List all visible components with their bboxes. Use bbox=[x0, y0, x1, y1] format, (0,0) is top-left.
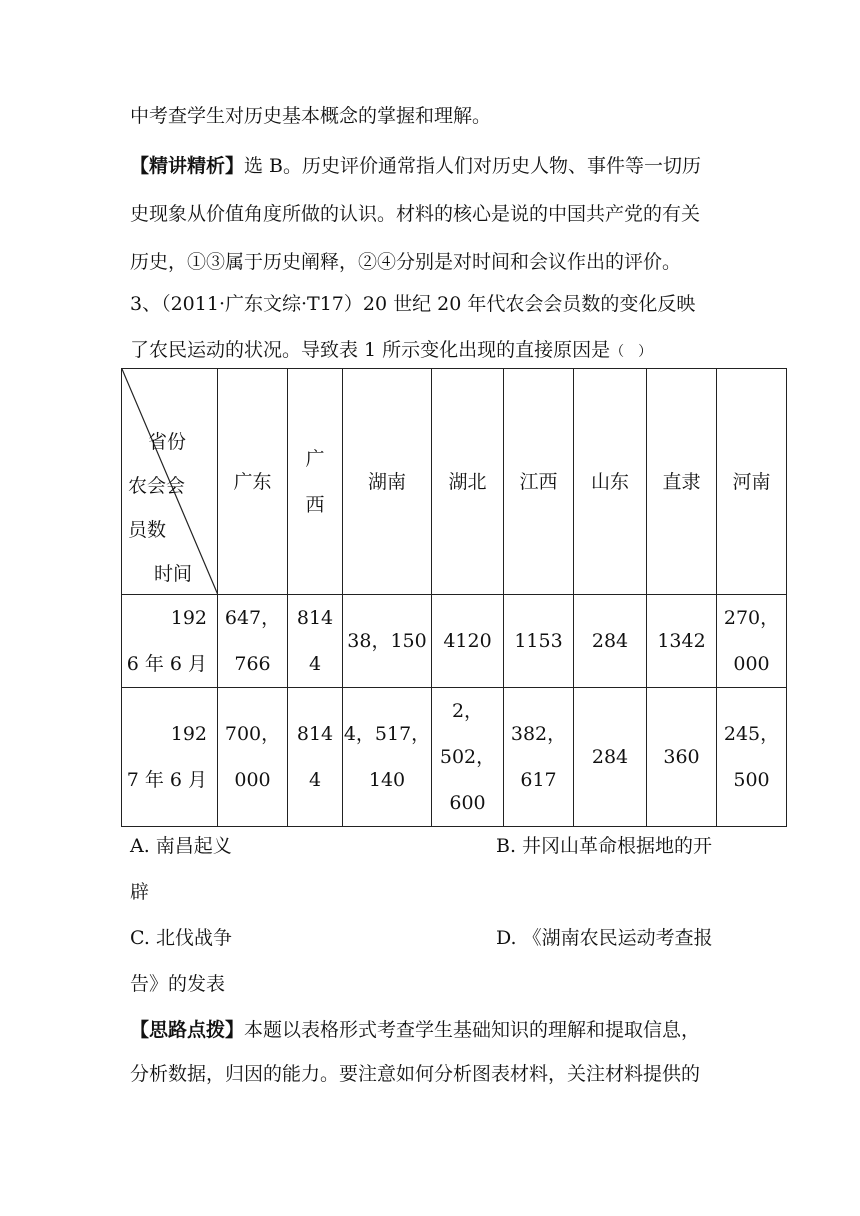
question-text: 了农民运动的状况。导致表 1 所示变化出现的直接原因是 bbox=[130, 339, 611, 361]
col-header-shandong: 山东 bbox=[574, 369, 647, 595]
cell-1927-guangxi: 814 4 bbox=[288, 688, 343, 827]
cell-1927-shandong: 284 bbox=[574, 688, 647, 827]
col-header-hunan: 湖南 bbox=[343, 369, 432, 595]
answer-blank: （ ） bbox=[610, 344, 653, 360]
col-header-guangxi: 广 西 bbox=[288, 369, 343, 595]
cell-1927-hunan: 4，517， 140 bbox=[343, 688, 432, 827]
col-header-henan: 河南 bbox=[717, 369, 787, 595]
cell-1926-shandong: 284 bbox=[574, 595, 647, 688]
cell-1926-hunan: 38，150 bbox=[343, 595, 432, 688]
text-line-4: 历史，①③属于历史阐释，②④分别是对时间和会议作出的评价。 bbox=[130, 251, 682, 273]
cell-1927-hubei: 2， 502， 600 bbox=[432, 688, 504, 827]
header-province: 省份 bbox=[148, 431, 187, 453]
cell-1927-zhili: 360 bbox=[647, 688, 717, 827]
option-b: B. 井冈山革命根据地的开 bbox=[496, 835, 713, 857]
row-time-1927: 192 7 年 6 月 bbox=[122, 688, 218, 827]
question-line-2 bbox=[130, 338, 652, 364]
cell-1926-guangxi: 814 4 bbox=[288, 595, 343, 688]
row-time-1926: 192 6 年 6 月 bbox=[122, 595, 218, 688]
section-heading-explanation: 【精讲精析】 bbox=[130, 155, 245, 177]
table-row-1926 bbox=[122, 595, 787, 688]
col-header-guangdong: 广东 bbox=[218, 369, 288, 595]
section-heading-analysis: 【思路点拨】 bbox=[130, 1019, 245, 1041]
option-d: D. 《湖南农民运动考查报 bbox=[496, 927, 713, 949]
cell-1926-henan: 270， 000 bbox=[717, 595, 787, 688]
option-b-continued: 辟 bbox=[130, 881, 150, 903]
col-header-hubei: 湖北 bbox=[432, 369, 504, 595]
cell-1926-guangdong: 647， 766 bbox=[218, 595, 288, 688]
option-c: C. 北伐战争 bbox=[130, 927, 232, 949]
header-time: 时间 bbox=[154, 563, 193, 585]
explanation-text: 选 B。历史评价通常指人们对历史人物、事件等一切历 bbox=[244, 155, 702, 177]
analysis-line-2: 分析数据，归因的能力。要注意如何分析图表材料，关注材料提供的 bbox=[130, 1063, 701, 1085]
cell-1927-jiangxi: 382， 617 bbox=[504, 688, 574, 827]
option-d-continued: 告》的发表 bbox=[130, 973, 226, 995]
text-line-1: 中考查学生对历史基本概念的掌握和理解。 bbox=[130, 105, 492, 127]
table-header-row bbox=[122, 369, 787, 595]
cell-1926-jiangxi: 1153 bbox=[504, 595, 574, 688]
farmers-association-table bbox=[121, 368, 787, 827]
option-a: A. 南昌起义 bbox=[130, 835, 232, 857]
question-line-1: 3、（2011·广东文综·T17）20 世纪 20 年代农会会员数的变化反映 bbox=[130, 293, 696, 315]
cell-1927-henan: 245， 500 bbox=[717, 688, 787, 827]
cell-1926-hubei: 4120 bbox=[432, 595, 504, 688]
cell-1926-zhili: 1342 bbox=[647, 595, 717, 688]
col-header-zhili: 直隶 bbox=[647, 369, 717, 595]
text-line-3: 史现象从价值角度所做的认识。材料的核心是说的中国共产党的有关 bbox=[130, 203, 701, 225]
text-line-2 bbox=[130, 154, 701, 178]
analysis-text: 本题以表格形式考查学生基础知识的理解和提取信息， bbox=[244, 1019, 701, 1041]
analysis-line-1 bbox=[130, 1018, 700, 1042]
header-members-1: 农会会 bbox=[128, 475, 186, 497]
cell-1927-guangdong: 700， 000 bbox=[218, 688, 288, 827]
table-row-1927 bbox=[122, 688, 787, 827]
col-header-jiangxi: 江西 bbox=[504, 369, 574, 595]
header-members-2: 员数 bbox=[128, 519, 167, 541]
diagonal-header-cell bbox=[122, 369, 218, 595]
